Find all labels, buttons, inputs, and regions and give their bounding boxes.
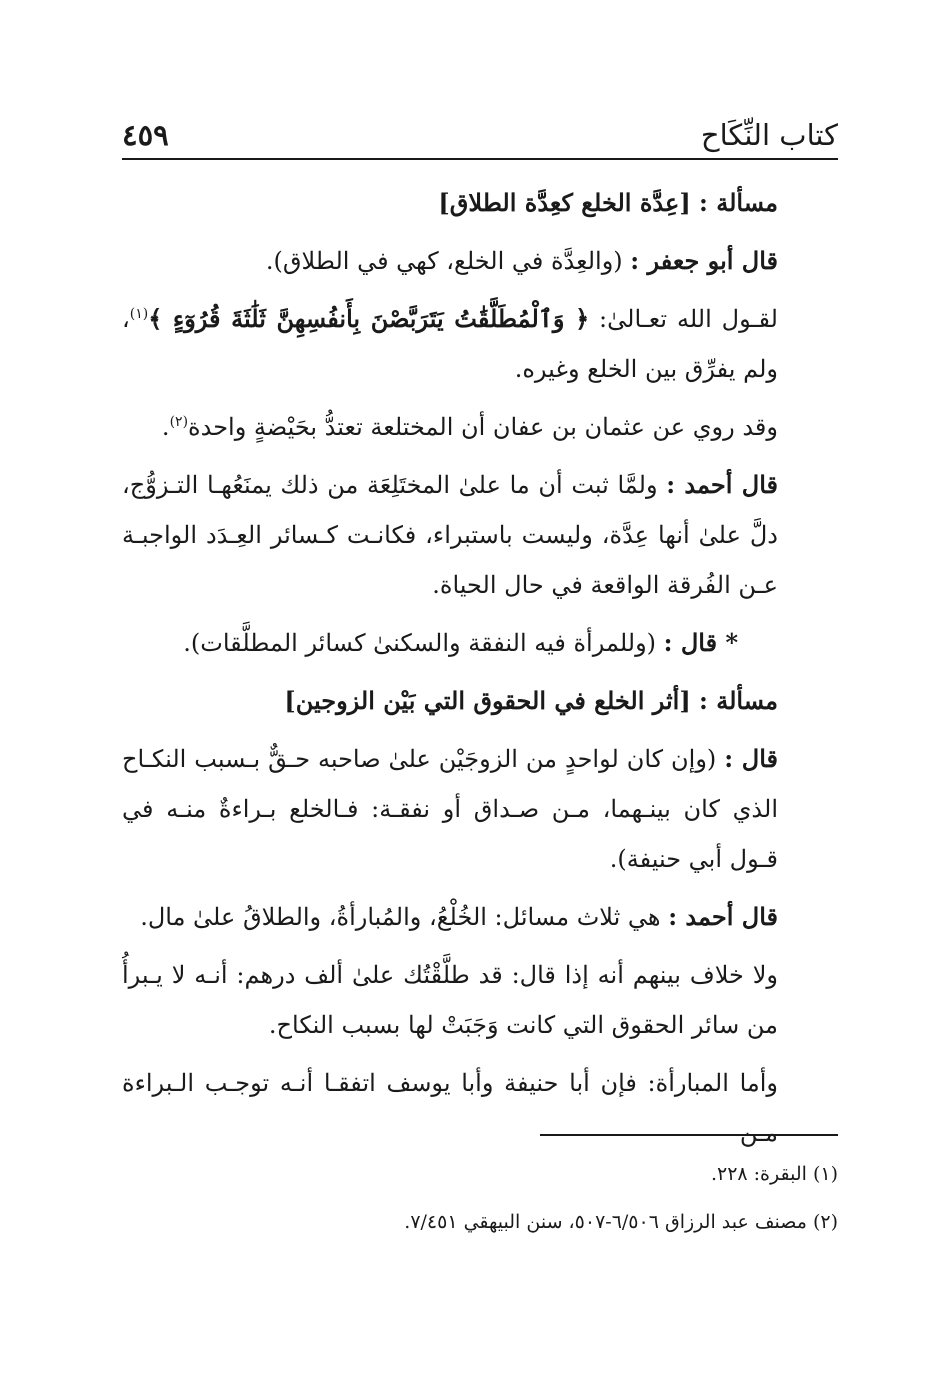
paragraph-text: (وإن كان لواحدٍ من الزوجَيْن علىٰ صاحبه حـقٌّ بـسبب النكـاح الذي كان بينـهما، مـن صـداق أو نفقـة: فـالخلع بـراءةٌ منـه في قـول أبي حنيفة). bbox=[122, 745, 778, 873]
footnotes bbox=[122, 1150, 838, 1246]
star-label: * قال : bbox=[663, 628, 738, 657]
section-heading-khul-iddah: مسألة : [عِدَّة الخلع كعِدَّة الطلاق] bbox=[438, 188, 778, 217]
footnote-1: (١) البقرة: ٢٢٨. bbox=[710, 1163, 838, 1185]
paragraph-text: وقد روي عن عثمان بن عفان أن المختلعة تعتدُّ بحَيْضةٍ واحدة bbox=[188, 413, 778, 441]
paragraph-abu-jafar bbox=[122, 236, 838, 286]
page-header bbox=[122, 100, 838, 160]
section-heading-rights: مسألة : [أثر الخلع في الحقوق التي بَيْن الزوجين] bbox=[284, 686, 778, 715]
paragraph-text: ، ولم يفرِّق بين الخلع وغيره. bbox=[122, 305, 778, 383]
main-text bbox=[122, 178, 838, 1166]
footnote-2: (٢) مصنف عبد الرزاق ٦/٥٠٦-٥٠٧، سنن البيهقي ٧/٤٥١. bbox=[404, 1211, 838, 1233]
footnote-marker-1: (١) bbox=[129, 306, 149, 322]
paragraph-end: . bbox=[161, 413, 170, 441]
paragraph-text: لقـول الله تعـالىٰ: bbox=[589, 305, 778, 333]
paragraph-text: (وللمرأة فيه النفقة والسكنىٰ كسائر المطلَّقات). bbox=[183, 629, 664, 657]
speaker-label: قال أحمد : bbox=[668, 902, 778, 931]
paragraph-uthman-report bbox=[122, 402, 838, 452]
paragraph-text: هي ثلاث مسائل: الخُلْعُ، والمُبارأةُ، والطلاقُ علىٰ مال. bbox=[140, 903, 669, 931]
speaker-label: قال أبو جعفر : bbox=[630, 246, 778, 275]
paragraph-ahmad-commentary bbox=[122, 460, 838, 610]
paragraph-rights bbox=[122, 734, 838, 884]
paragraph-nafaqah bbox=[122, 618, 838, 668]
quran-verse: ﴿ وَٱلْمُطَلَّقَٰتُ يَتَرَبَّصْنَ بِأَنفُسِهِنَّ ثَلَٰثَةَ قُرُوٓءٍ ﴾ bbox=[148, 304, 590, 333]
speaker-label: قال : bbox=[724, 744, 779, 773]
paragraph-text: ولمَّا ثبت أن ما علىٰ المختَلِعَة من ذلك يمنَعُهـا التـزوُّج، دلَّ علىٰ أنها عِدَّة، وليست باستبراء، فكانـت كـسائر العِـدَد الواجبـة عـن الفُرقة الواقعة في حال الحياة. bbox=[122, 471, 778, 599]
paragraph-three-issues bbox=[122, 892, 838, 942]
paragraph-mubaraah: وأما المبارأة: فإن أبا حنيفة وأبا يوسف اتفقـا أنـه توجـب الـبراءة مـن bbox=[122, 1069, 778, 1147]
paragraph-quran-evidence bbox=[122, 294, 838, 394]
footnote-marker-2: (٢) bbox=[169, 414, 189, 430]
paragraph-text: (والعِدَّة في الخلع، كهي في الطلاق). bbox=[265, 247, 631, 275]
speaker-label: قال أحمد : bbox=[666, 470, 778, 499]
page-number: ٤٥٩ bbox=[122, 118, 169, 152]
running-title: كتاب النِّكَاح bbox=[700, 118, 838, 152]
footnote-separator bbox=[540, 1134, 838, 1136]
paragraph-no-dispute: ولا خلاف بينهم أنه إذا قال: قد طلَّقْتُك علىٰ ألف درهم: أنـه لا يـبرأُ من سائر الحقوق التي كانت وَجَبَتْ لها بسبب النكاح. bbox=[122, 961, 779, 1039]
